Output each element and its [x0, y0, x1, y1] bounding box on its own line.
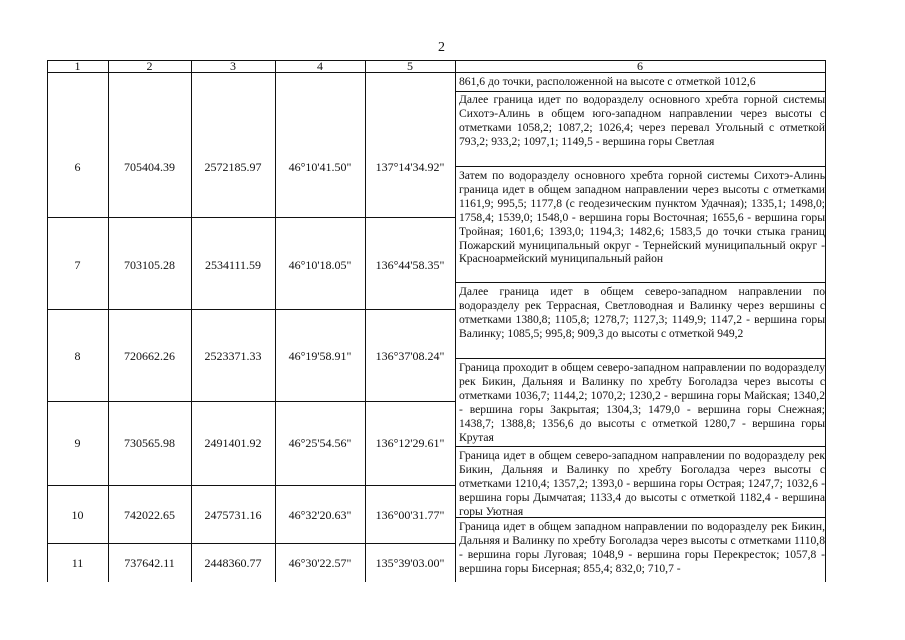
desc-line — [455, 358, 825, 359]
row-10-number: 10 — [71, 508, 84, 522]
boundary-description: 861,6 до точки, расположенной на высоте с отметкой 1012,6 — [459, 75, 756, 88]
row-8-latitude: 46°19'58.91" — [288, 349, 352, 363]
row-10-longitude: 136°00'31.77" — [375, 508, 445, 522]
header-col-5: 5 — [407, 59, 413, 73]
row-9-number: 9 — [74, 436, 81, 450]
header-col-3: 3 — [230, 59, 236, 73]
desc-line — [455, 166, 825, 167]
row-7-x: 703105.28 — [124, 258, 175, 272]
page-number: 2 — [438, 40, 445, 55]
header-col-4: 4 — [317, 59, 323, 73]
row-7-y: 2534111.59 — [204, 258, 262, 272]
row-11-latitude: 46°30'22.57" — [288, 556, 352, 570]
col-line — [455, 60, 456, 582]
row-11-x: 737642.11 — [124, 556, 175, 570]
row-10-latitude: 46°32'20.63" — [288, 508, 352, 522]
desc-line — [455, 91, 825, 92]
boundary-description: Граница идет в общем северо-западном направлении по водоразделу рек Бикин, Дальняя и Валинку по хребту Боголадза через высоты с отметками 1210,4; 1357,2; 1393,0 - вершина горы Острая; 1247,7; 1032,6 - вершина горы Дымчатая; 1133,4 до высоты с отметкой 1182,4 - вершина горы Уютная — [459, 449, 825, 518]
col-line — [365, 60, 366, 582]
col-line — [275, 60, 276, 582]
row-8-y: 2523371.33 — [204, 349, 262, 363]
row-10-y: 2475731.16 — [204, 508, 262, 522]
row-8-longitude: 136°37'08.24" — [375, 349, 445, 363]
boundary-description: Затем по водоразделу основного хребта горной системы Сихотэ-Алинь граница идет в общем западном направлении через высоты с отметками 1161,9; 995,5; 1177,8 (с геодезическим пунктом Удачная); 1335,1; 1498,0; 1758,4; 1539,0; 1548,0 - вершина горы Восточная; 1655,6 - вершина горы Тройная; 1601,6; 1393,0; 1194,3; 1482,6; 1583,5 до точки стыка границ Пожарский муниципальный округ - Тернейский муниципальный округ - Красноармейский муниципальный район — [459, 169, 825, 266]
desc-line — [455, 282, 825, 283]
col-line — [47, 60, 48, 582]
header-col-2: 2 — [146, 59, 153, 73]
boundary-description: Далее граница идет в общем северо-западном направлении по водоразделу рек Террасная, Светловодная и Валинку через вершины с отметками 1380,8; 1105,8; 1278,7; 1127,3; 1149,9; 1147,2 - вершина горы Валинку; 1085,5; 995,8; 909,3 до высоты с отметкой 949,2 — [459, 285, 825, 340]
row-6-number: 6 — [74, 160, 81, 174]
boundary-description: Далее граница идет по водоразделу основного хребта горной системы Сихотэ-Алинь в общем юго-западном направлении через высоты с отметками 1058,2; 1087,2; 1026,4; через перевал Угольный с отметкой 793,2; 933,2; 1097,1; 1149,5 - вершина горы Светлая — [459, 93, 825, 148]
row-6-longitude: 137°14'34.92" — [375, 160, 445, 174]
col-line — [108, 60, 109, 582]
row-10-x: 742022.65 — [124, 508, 175, 522]
row-6-x: 705404.39 — [124, 160, 175, 174]
header-col-1: 1 — [74, 59, 81, 73]
row-11-y: 2448360.77 — [204, 556, 262, 570]
col-line — [191, 60, 192, 582]
row-7-longitude: 136°44'58.35" — [375, 258, 445, 272]
row-9-x: 730565.98 — [124, 436, 175, 450]
row-9-y: 2491401.92 — [204, 436, 262, 450]
row-6-y: 2572185.97 — [204, 160, 262, 174]
row-9-latitude: 46°25'54.56" — [288, 436, 352, 450]
col-line — [825, 60, 826, 582]
row-7-number: 7 — [74, 258, 81, 272]
row-11-number: 11 — [71, 556, 84, 570]
header-col-6: 6 — [637, 59, 643, 73]
desc-line — [455, 446, 825, 447]
row-8-x: 720662.26 — [124, 349, 175, 363]
row-11-longitude: 135°39'03.00" — [375, 556, 445, 570]
row-9-longitude: 136°12'29.61" — [375, 436, 445, 450]
boundary-description: Граница идет в общем западном направлении по водоразделу рек Бикин, Дальняя и Валинку по хребту Боголадза через высоты с отметками 1110,8 - вершина горы Луговая; 1048,9 - вершина горы Перекресток; 1057,8 - вершина горы Бисерная; 855,4; 832,0; 710,7 - — [459, 520, 825, 575]
row-8-number: 8 — [74, 349, 81, 363]
row-6-latitude: 46°10'41.50" — [288, 160, 352, 174]
boundary-description: Граница проходит в общем северо-западном направлении по водоразделу рек Бикин, Дальняя и Валинку по хребту Боголадза через высоты с отметками 1036,7; 1144,2; 1070,2; 1230,2 - вершина горы Майская; 1340,2 - вершина горы Закрытая; 1304,3; 1479,0 - вершина горы Снежная; 1438,7; 1388,8; 1356,6 до высоты с отметкой 1280,7 - вершина горы Крутая — [459, 361, 825, 444]
row-7-latitude: 46°10'18.05" — [288, 258, 352, 272]
